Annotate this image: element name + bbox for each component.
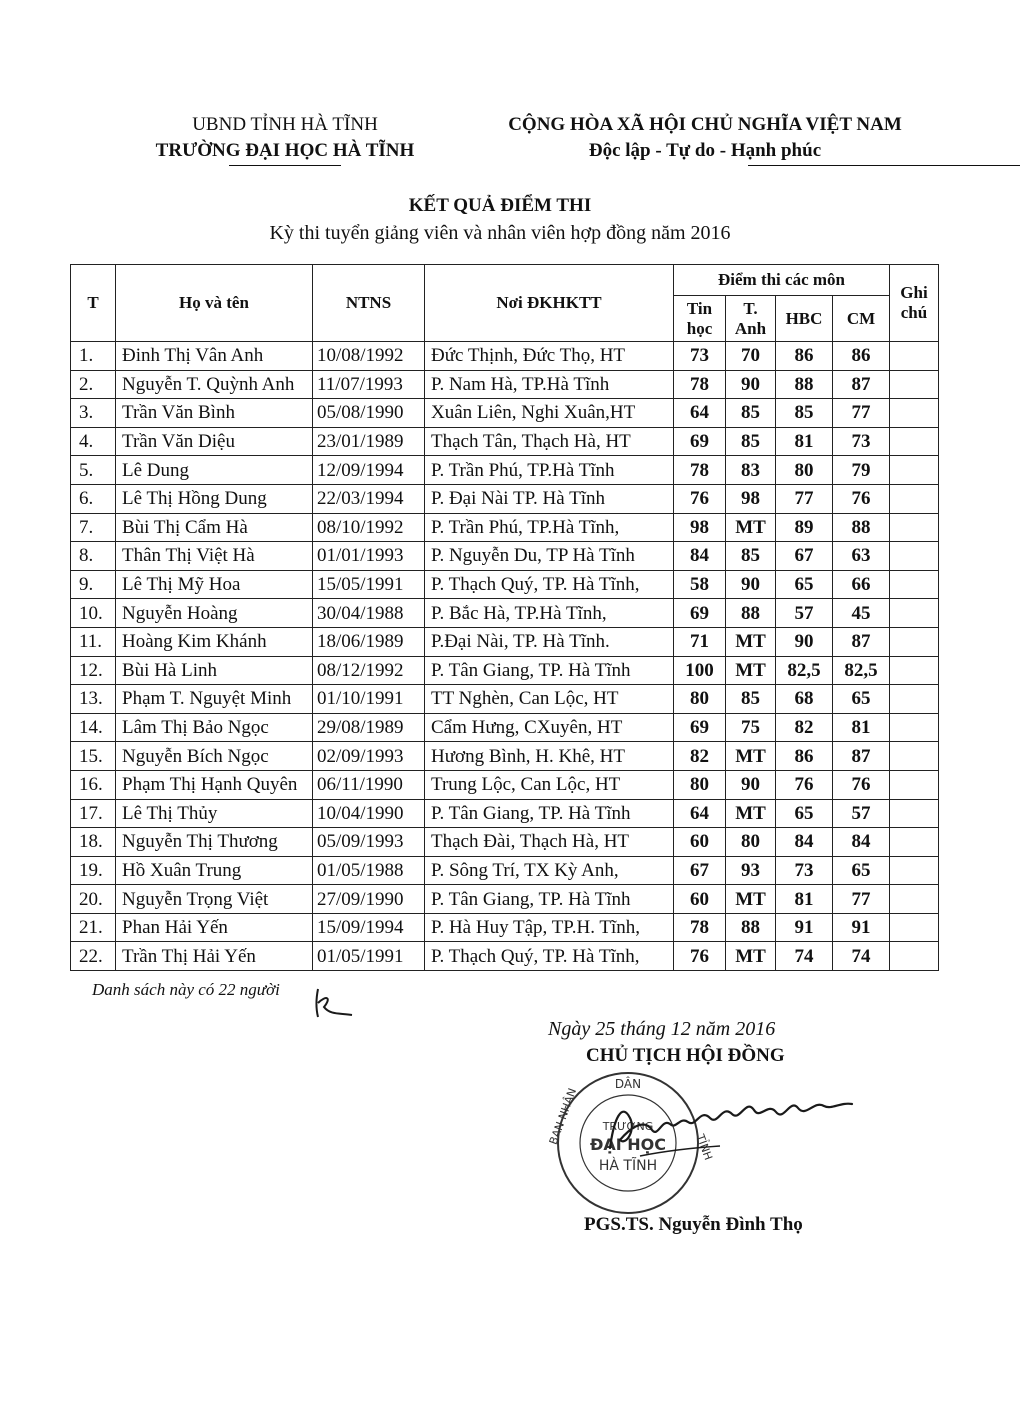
row-name: Lâm Thị Bảo Ngọc — [116, 713, 313, 742]
row-stt: 2. — [71, 370, 116, 399]
row-score-tin-hoc: 69 — [674, 427, 726, 456]
row-score-hbc: 73 — [776, 856, 833, 885]
row-note — [890, 742, 939, 771]
table-row — [71, 427, 939, 456]
row-score-t-anh: 85 — [726, 399, 776, 428]
row-place: Đức Thịnh, Đức Thọ, HT — [425, 342, 674, 371]
row-score-t-anh: MT — [726, 799, 776, 828]
row-score-hbc: 90 — [776, 627, 833, 656]
row-dob: 05/09/1993 — [313, 828, 425, 857]
row-dob: 10/08/1992 — [313, 342, 425, 371]
row-score-tin-hoc: 84 — [674, 542, 726, 571]
row-dob: 18/06/1989 — [313, 627, 425, 656]
signatory-title: CHỦ TỊCH HỘI ĐỒNG — [586, 1045, 785, 1066]
agency-name: UBND TỈNH HÀ TĨNH — [192, 114, 378, 135]
row-score-t-anh: 80 — [726, 828, 776, 857]
row-place: P. Bắc Hà, TP.Hà Tĩnh, — [425, 599, 674, 628]
row-score-hbc: 86 — [776, 742, 833, 771]
row-stt: 21. — [71, 913, 116, 942]
row-dob: 11/07/1993 — [313, 370, 425, 399]
row-name: Trần Văn Diệu — [116, 427, 313, 456]
row-score-cm: 73 — [833, 427, 890, 456]
table-row — [71, 742, 939, 771]
row-score-tin-hoc: 82 — [674, 742, 726, 771]
table-row — [71, 627, 939, 656]
row-stt: 8. — [71, 542, 116, 571]
row-dob: 30/04/1988 — [313, 599, 425, 628]
row-name: Phạm T. Nguyệt Minh — [116, 685, 313, 714]
row-score-cm: 63 — [833, 542, 890, 571]
row-note — [890, 513, 939, 542]
row-place: P. Tân Giang, TP. Hà Tĩnh — [425, 885, 674, 914]
results-table — [70, 264, 939, 971]
row-place: P. Thạch Quý, TP. Hà Tĩnh, — [425, 570, 674, 599]
row-dob: 15/05/1991 — [313, 570, 425, 599]
row-place: P. Đại Nài TP. Hà Tĩnh — [425, 484, 674, 513]
row-name: Phan Hải Yến — [116, 913, 313, 942]
row-score-t-anh: MT — [726, 942, 776, 971]
table-row — [71, 513, 939, 542]
row-name: Lê Thị Hồng Dung — [116, 484, 313, 513]
row-place: P. Tân Giang, TP. Hà Tĩnh — [425, 656, 674, 685]
row-score-tin-hoc: 80 — [674, 770, 726, 799]
table-row — [71, 399, 939, 428]
row-note — [890, 456, 939, 485]
row-dob: 01/05/1991 — [313, 942, 425, 971]
row-place: P. Nam Hà, TP.Hà Tĩnh — [425, 370, 674, 399]
header-dob: NTNS — [313, 265, 425, 342]
row-stt: 16. — [71, 770, 116, 799]
row-score-hbc: 81 — [776, 427, 833, 456]
row-dob: 23/01/1989 — [313, 427, 425, 456]
row-score-cm: 66 — [833, 570, 890, 599]
row-score-cm: 87 — [833, 370, 890, 399]
row-note — [890, 913, 939, 942]
stamp-center-1: TRƯỜNG — [602, 1120, 654, 1133]
row-note — [890, 685, 939, 714]
row-name: Bùi Thị Cẩm Hà — [116, 513, 313, 542]
row-score-t-anh: 93 — [726, 856, 776, 885]
row-score-tin-hoc: 69 — [674, 713, 726, 742]
row-score-t-anh: 85 — [726, 685, 776, 714]
table-row — [71, 685, 939, 714]
row-dob: 27/09/1990 — [313, 885, 425, 914]
header-left — [120, 112, 450, 166]
row-place: P. Hà Huy Tập, TP.H. Tĩnh, — [425, 913, 674, 942]
row-score-hbc: 84 — [776, 828, 833, 857]
table-row — [71, 542, 939, 571]
row-place: P. Trần Phú, TP.Hà Tĩnh, — [425, 513, 674, 542]
row-score-t-anh: 90 — [726, 370, 776, 399]
row-note — [890, 627, 939, 656]
row-stt: 17. — [71, 799, 116, 828]
row-stt: 22. — [71, 942, 116, 971]
row-place: P. Nguyễn Du, TP Hà Tĩnh — [425, 542, 674, 571]
header-left-rule — [229, 165, 341, 166]
header-name: Họ và tên — [116, 265, 313, 342]
row-score-tin-hoc: 60 — [674, 828, 726, 857]
row-stt: 15. — [71, 742, 116, 771]
row-score-cm: 76 — [833, 770, 890, 799]
row-note — [890, 856, 939, 885]
row-place: TT Nghèn, Can Lộc, HT — [425, 685, 674, 714]
national-title: CỘNG HÒA XÃ HỘI CHỦ NGHĨA VIỆT NAM — [508, 114, 902, 135]
row-score-hbc: 89 — [776, 513, 833, 542]
row-score-cm: 57 — [833, 799, 890, 828]
row-note — [890, 342, 939, 371]
row-stt: 7. — [71, 513, 116, 542]
row-score-tin-hoc: 78 — [674, 913, 726, 942]
header-scores-group: Điểm thi các môn — [674, 265, 890, 296]
row-score-hbc: 91 — [776, 913, 833, 942]
row-score-tin-hoc: 73 — [674, 342, 726, 371]
row-score-t-anh: 88 — [726, 913, 776, 942]
table-body — [71, 342, 939, 971]
row-stt: 14. — [71, 713, 116, 742]
row-score-hbc: 82,5 — [776, 656, 833, 685]
table-row — [71, 570, 939, 599]
row-stt: 6. — [71, 484, 116, 513]
row-score-cm: 77 — [833, 885, 890, 914]
row-score-hbc: 86 — [776, 342, 833, 371]
row-score-t-anh: 85 — [726, 542, 776, 571]
table-row — [71, 942, 939, 971]
row-score-tin-hoc: 78 — [674, 456, 726, 485]
signature-date: Ngày 25 tháng 12 năm 2016 — [548, 1018, 776, 1040]
row-place: P.Đại Nài, TP. Hà Tĩnh. — [425, 627, 674, 656]
row-score-hbc: 77 — [776, 484, 833, 513]
header-cm: CM — [833, 296, 890, 342]
header-note: Ghi chú — [890, 265, 939, 342]
row-name: Phạm Thị Hạnh Quyên — [116, 770, 313, 799]
table-row — [71, 713, 939, 742]
row-score-t-anh: 85 — [726, 427, 776, 456]
table-row — [71, 456, 939, 485]
row-name: Trần Văn Bình — [116, 399, 313, 428]
row-score-hbc: 76 — [776, 770, 833, 799]
row-name: Bùi Hà Linh — [116, 656, 313, 685]
handwritten-mark — [310, 985, 360, 1025]
row-score-cm: 82,5 — [833, 656, 890, 685]
handwritten-signature — [600, 1078, 860, 1168]
row-score-hbc: 74 — [776, 942, 833, 971]
row-stt: 5. — [71, 456, 116, 485]
row-score-hbc: 65 — [776, 799, 833, 828]
header-place: Nơi ĐKHKTT — [425, 265, 674, 342]
row-note — [890, 885, 939, 914]
table-row — [71, 828, 939, 857]
row-note — [890, 828, 939, 857]
row-score-cm: 84 — [833, 828, 890, 857]
row-name: Nguyễn Bích Ngọc — [116, 742, 313, 771]
row-score-cm: 79 — [833, 456, 890, 485]
header-hbc: HBC — [776, 296, 833, 342]
stamp-center-2: ĐẠI HỌC — [589, 1135, 667, 1154]
row-name: Nguyễn Hoàng — [116, 599, 313, 628]
row-stt: 9. — [71, 570, 116, 599]
row-name: Hồ Xuân Trung — [116, 856, 313, 885]
table-row — [71, 656, 939, 685]
row-score-t-anh: 90 — [726, 570, 776, 599]
row-score-t-anh: MT — [726, 742, 776, 771]
row-name: Lê Thị Mỹ Hoa — [116, 570, 313, 599]
row-stt: 18. — [71, 828, 116, 857]
row-place: P. Trần Phú, TP.Hà Tĩnh — [425, 456, 674, 485]
row-name: Nguyễn Trọng Việt — [116, 885, 313, 914]
row-place: Thạch Đài, Thạch Hà, HT — [425, 828, 674, 857]
table-row — [71, 370, 939, 399]
header-right-rule — [748, 165, 1020, 166]
row-score-cm: 87 — [833, 742, 890, 771]
row-name: Nguyễn T. Quỳnh Anh — [116, 370, 313, 399]
row-dob: 15/09/1994 — [313, 913, 425, 942]
row-place: Cẩm Hưng, CXuyên, HT — [425, 713, 674, 742]
row-score-hbc: 57 — [776, 599, 833, 628]
row-note — [890, 570, 939, 599]
row-score-cm: 88 — [833, 513, 890, 542]
row-stt: 3. — [71, 399, 116, 428]
row-score-tin-hoc: 60 — [674, 885, 726, 914]
row-place: P. Thạch Quý, TP. Hà Tĩnh, — [425, 942, 674, 971]
row-stt: 20. — [71, 885, 116, 914]
row-place: P. Sông Trí, TX Kỳ Anh, — [425, 856, 674, 885]
table-row — [71, 913, 939, 942]
row-score-cm: 86 — [833, 342, 890, 371]
row-score-cm: 45 — [833, 599, 890, 628]
table-header-row — [71, 265, 939, 296]
footer-note: Danh sách này có 22 người — [92, 980, 280, 999]
row-place: Hương Bình, H. Khê, HT — [425, 742, 674, 771]
row-score-t-anh: 70 — [726, 342, 776, 371]
header-stt: T — [71, 265, 116, 342]
table-row — [71, 799, 939, 828]
row-dob: 05/08/1990 — [313, 399, 425, 428]
row-name: Trần Thị Hải Yến — [116, 942, 313, 971]
row-dob: 10/04/1990 — [313, 799, 425, 828]
row-score-cm: 76 — [833, 484, 890, 513]
stamp-left-text: BAN NHÂN — [546, 1086, 580, 1147]
row-note — [890, 399, 939, 428]
row-score-cm: 81 — [833, 713, 890, 742]
header-t-anh: T. Anh — [726, 296, 776, 342]
row-score-tin-hoc: 64 — [674, 399, 726, 428]
row-stt: 4. — [71, 427, 116, 456]
school-name: TRƯỜNG ĐẠI HỌC HÀ TĨNH — [155, 140, 415, 161]
row-score-tin-hoc: 76 — [674, 942, 726, 971]
row-stt: 10. — [71, 599, 116, 628]
row-note — [890, 599, 939, 628]
row-dob: 02/09/1993 — [313, 742, 425, 771]
row-score-hbc: 88 — [776, 370, 833, 399]
row-place: P. Tân Giang, TP. Hà Tĩnh — [425, 799, 674, 828]
row-score-hbc: 81 — [776, 885, 833, 914]
row-dob: 29/08/1989 — [313, 713, 425, 742]
document-subtitle: Kỳ thi tuyển giảng viên và nhân viên hợp đồng năm 2016 — [269, 222, 731, 244]
row-dob: 12/09/1994 — [313, 456, 425, 485]
row-score-hbc: 65 — [776, 570, 833, 599]
row-score-cm: 65 — [833, 685, 890, 714]
row-score-t-anh: 83 — [726, 456, 776, 485]
row-note — [890, 799, 939, 828]
row-stt: 12. — [71, 656, 116, 685]
header-right — [460, 112, 950, 166]
row-score-tin-hoc: 78 — [674, 370, 726, 399]
row-dob: 01/05/1988 — [313, 856, 425, 885]
row-score-cm: 87 — [833, 627, 890, 656]
row-score-hbc: 82 — [776, 713, 833, 742]
row-stt: 11. — [71, 627, 116, 656]
row-note — [890, 656, 939, 685]
row-score-tin-hoc: 100 — [674, 656, 726, 685]
row-name: Lê Thị Thủy — [116, 799, 313, 828]
row-score-cm: 74 — [833, 942, 890, 971]
row-dob: 01/01/1993 — [313, 542, 425, 571]
row-score-t-anh: 90 — [726, 770, 776, 799]
row-dob: 22/03/1994 — [313, 484, 425, 513]
row-name: Nguyễn Thị Thương — [116, 828, 313, 857]
row-score-cm: 65 — [833, 856, 890, 885]
stamp-top-text: DÂN — [614, 1077, 642, 1091]
row-note — [890, 370, 939, 399]
table-row — [71, 856, 939, 885]
row-score-hbc: 80 — [776, 456, 833, 485]
row-place: Thạch Tân, Thạch Hà, HT — [425, 427, 674, 456]
row-name: Hoàng Kim Khánh — [116, 627, 313, 656]
document-title: KẾT QUẢ ĐIỂM THI — [408, 195, 592, 216]
stamp-center-3: HÀ TĨNH — [598, 1158, 658, 1174]
table-row — [71, 885, 939, 914]
row-score-tin-hoc: 71 — [674, 627, 726, 656]
row-note — [890, 542, 939, 571]
row-note — [890, 770, 939, 799]
row-score-tin-hoc: 67 — [674, 856, 726, 885]
row-name: Thân Thị Việt Hà — [116, 542, 313, 571]
row-dob: 08/10/1992 — [313, 513, 425, 542]
table-row — [71, 770, 939, 799]
row-score-tin-hoc: 69 — [674, 599, 726, 628]
row-score-t-anh: MT — [726, 513, 776, 542]
row-note — [890, 484, 939, 513]
table-row — [71, 342, 939, 371]
row-score-t-anh: 75 — [726, 713, 776, 742]
table-row — [71, 599, 939, 628]
row-stt: 13. — [71, 685, 116, 714]
row-score-tin-hoc: 58 — [674, 570, 726, 599]
row-place: Xuân Liên, Nghi Xuân,HT — [425, 399, 674, 428]
row-note — [890, 713, 939, 742]
row-score-t-anh: MT — [726, 885, 776, 914]
row-stt: 19. — [71, 856, 116, 885]
national-motto: Độc lập - Tự do - Hạnh phúc — [588, 140, 822, 161]
row-dob: 01/10/1991 — [313, 685, 425, 714]
row-place: Trung Lộc, Can Lộc, HT — [425, 770, 674, 799]
row-score-cm: 77 — [833, 399, 890, 428]
row-score-t-anh: 98 — [726, 484, 776, 513]
row-dob: 08/12/1992 — [313, 656, 425, 685]
signatory-name: PGS.TS. Nguyễn Đình Thọ — [584, 1214, 803, 1235]
row-score-hbc: 68 — [776, 685, 833, 714]
row-dob: 06/11/1990 — [313, 770, 425, 799]
row-score-t-anh: MT — [726, 627, 776, 656]
stamp-right-text: TỈNH — [693, 1132, 715, 1162]
row-score-tin-hoc: 76 — [674, 484, 726, 513]
row-score-cm: 91 — [833, 913, 890, 942]
row-name: Lê Dung — [116, 456, 313, 485]
row-score-tin-hoc: 64 — [674, 799, 726, 828]
row-score-t-anh: MT — [726, 656, 776, 685]
row-score-t-anh: 88 — [726, 599, 776, 628]
row-stt: 1. — [71, 342, 116, 371]
header-tin-hoc: Tin học — [674, 296, 726, 342]
row-score-hbc: 67 — [776, 542, 833, 571]
row-note — [890, 427, 939, 456]
row-score-hbc: 85 — [776, 399, 833, 428]
row-score-tin-hoc: 80 — [674, 685, 726, 714]
row-note — [890, 942, 939, 971]
row-name: Đinh Thị Vân Anh — [116, 342, 313, 371]
table-row — [71, 484, 939, 513]
row-score-tin-hoc: 98 — [674, 513, 726, 542]
